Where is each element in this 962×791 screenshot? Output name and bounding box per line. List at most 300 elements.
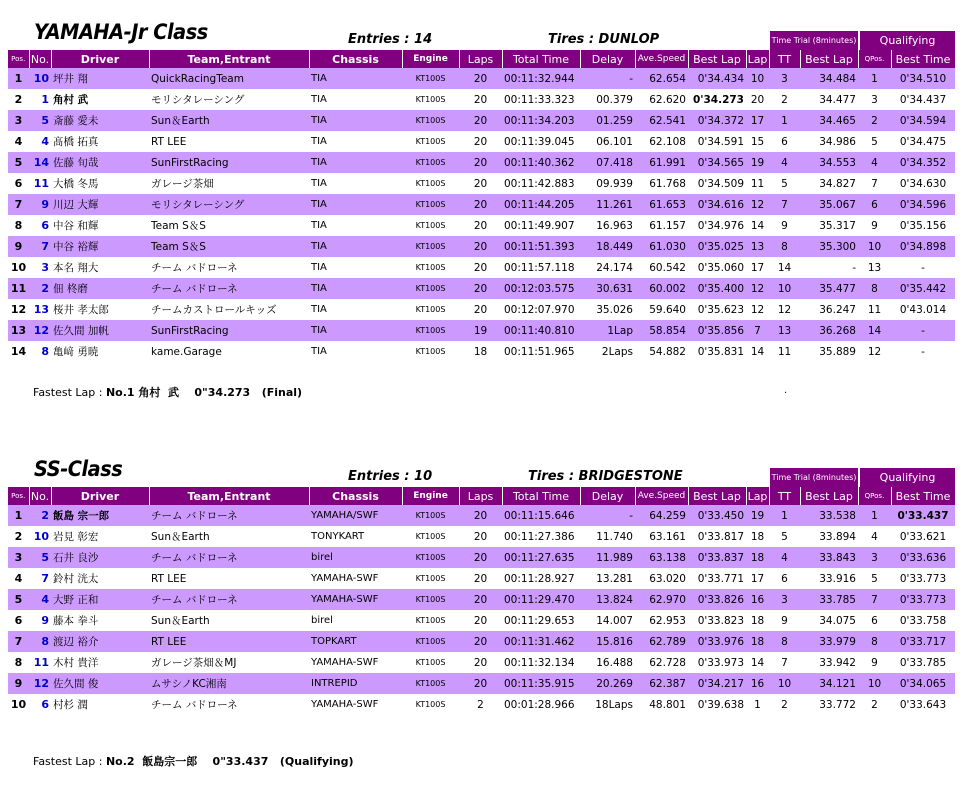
cell-lap: 19	[746, 152, 769, 173]
cell-delay: 20.269	[580, 673, 635, 694]
cell-ave-speed: 61.991	[635, 152, 688, 173]
cell-qpos: 7	[858, 173, 891, 194]
cell-chassis: YAMAHA-SWF	[309, 589, 402, 610]
cell-driver: 村杉 潤	[51, 694, 149, 715]
cell-best-time: 0'33.785	[891, 652, 955, 673]
cell-tt: 4	[769, 152, 800, 173]
table-row	[8, 236, 955, 257]
cell-pos: 6	[8, 610, 29, 631]
cell-best-time: 0'33.643	[891, 694, 955, 715]
cell-ave-speed: 62.541	[635, 110, 688, 131]
cell-best-time: 0'43.014	[891, 299, 955, 320]
header-tt: TT	[769, 50, 800, 68]
cell-best-time: 0'33.758	[891, 610, 955, 631]
results-table	[8, 50, 956, 362]
section-title-row	[0, 455, 962, 487]
cell-lap: 17	[746, 110, 769, 131]
results-table	[8, 487, 956, 715]
cell-tt-best-lap: 33.538	[800, 505, 858, 526]
cell-tt: 6	[769, 568, 800, 589]
cell-engine: KT100S	[402, 152, 459, 173]
table-row	[8, 278, 955, 299]
cell-no: 1	[29, 89, 51, 110]
time-trial-header: Time Trial (8minutes)	[770, 31, 859, 50]
cell-ave-speed: 60.002	[635, 278, 688, 299]
ss-class-section	[0, 455, 962, 768]
cell-chassis: birel	[309, 610, 402, 631]
cell-ave-speed: 63.138	[635, 547, 688, 568]
cell-total-time: 00:11:51.393	[502, 236, 580, 257]
fastest-lap-label: Fastest Lap :	[33, 755, 106, 768]
cell-lap: 12	[746, 299, 769, 320]
cell-qpos: 2	[858, 694, 891, 715]
cell-ave-speed: 60.542	[635, 257, 688, 278]
cell-team: チーム バドローネ	[149, 278, 309, 299]
cell-total-time: 00:12:07.970	[502, 299, 580, 320]
cell-ave-speed: 62.728	[635, 652, 688, 673]
cell-team: RT LEE	[149, 131, 309, 152]
cell-delay: 16.963	[580, 215, 635, 236]
cell-total-time: 00:11:33.323	[502, 89, 580, 110]
cell-engine: KT100S	[402, 526, 459, 547]
cell-tt-best-lap: 33.772	[800, 694, 858, 715]
cell-total-time: 00:11:39.045	[502, 131, 580, 152]
fastest-lap-note	[33, 753, 354, 769]
cell-total-time: 00:12:03.575	[502, 278, 580, 299]
cell-delay: 1Lap	[580, 320, 635, 341]
cell-pos: 11	[8, 278, 29, 299]
table-row	[8, 610, 955, 631]
header-pos: Pos.	[8, 50, 29, 68]
cell-tt: 3	[769, 589, 800, 610]
header-engine: Engine	[402, 487, 459, 505]
cell-lap: 20	[746, 89, 769, 110]
cell-pos: 4	[8, 568, 29, 589]
cell-tt-best-lap: 34.484	[800, 68, 858, 89]
cell-laps: 20	[459, 505, 502, 526]
cell-tt: 5	[769, 526, 800, 547]
header-lap: Lap	[746, 487, 769, 505]
cell-delay: 35.026	[580, 299, 635, 320]
cell-best-lap: 0'35.060	[688, 257, 746, 278]
cell-team: ガレージ茶畑	[149, 173, 309, 194]
cell-driver: 中谷 和輝	[51, 215, 149, 236]
cell-tt-best-lap: 35.300	[800, 236, 858, 257]
cell-delay: 18.449	[580, 236, 635, 257]
cell-best-lap: 0'34.434	[688, 68, 746, 89]
cell-pos: 1	[8, 68, 29, 89]
cell-no: 2	[29, 278, 51, 299]
cell-chassis: TIA	[309, 89, 402, 110]
cell-chassis: TOPKART	[309, 631, 402, 652]
cell-chassis: INTREPID	[309, 673, 402, 694]
cell-best-time: 0'34.898	[891, 236, 955, 257]
cell-ave-speed: 61.653	[635, 194, 688, 215]
cell-pos: 1	[8, 505, 29, 526]
cell-engine: KT100S	[402, 547, 459, 568]
cell-pos: 6	[8, 173, 29, 194]
header-lap: Lap	[746, 50, 769, 68]
cell-laps: 20	[459, 568, 502, 589]
header-team: Team,Entrant	[149, 487, 309, 505]
cell-pos: 5	[8, 152, 29, 173]
cell-pos: 2	[8, 89, 29, 110]
cell-tt: 5	[769, 173, 800, 194]
cell-no: 2	[29, 505, 51, 526]
cell-tt-best-lap: 33.916	[800, 568, 858, 589]
cell-delay: 2Laps	[580, 341, 635, 362]
cell-tt-best-lap: 35.477	[800, 278, 858, 299]
cell-engine: KT100S	[402, 89, 459, 110]
cell-pos: 3	[8, 547, 29, 568]
cell-best-time: 0'33.636	[891, 547, 955, 568]
cell-best-lap: 0'33.823	[688, 610, 746, 631]
cell-best-time: 0'35.156	[891, 215, 955, 236]
section-title-row	[0, 18, 962, 50]
cell-tt-best-lap: 34.121	[800, 673, 858, 694]
cell-team: SunFirstRacing	[149, 320, 309, 341]
cell-team: ムサシノKC湘南	[149, 673, 309, 694]
cell-qpos: 10	[858, 673, 891, 694]
cell-team: RT LEE	[149, 631, 309, 652]
yamaha-jr-section	[0, 18, 962, 399]
cell-qpos: 5	[858, 568, 891, 589]
cell-no: 9	[29, 194, 51, 215]
cell-best-time: -	[891, 320, 955, 341]
cell-no: 5	[29, 110, 51, 131]
header-driver: Driver	[51, 50, 149, 68]
cell-best-time: 0'33.437	[891, 505, 955, 526]
cell-team: モリシタレーシング	[149, 194, 309, 215]
cell-team: モリシタレーシング	[149, 89, 309, 110]
cell-lap: 12	[746, 194, 769, 215]
cell-pos: 9	[8, 236, 29, 257]
header-driver: Driver	[51, 487, 149, 505]
cell-lap: 14	[746, 215, 769, 236]
cell-team: Sun＆Earth	[149, 610, 309, 631]
header-ave-speed: Ave.Speed	[635, 487, 688, 505]
cell-qpos: 5	[858, 131, 891, 152]
cell-tt-best-lap: 34.553	[800, 152, 858, 173]
cell-qpos: 9	[858, 215, 891, 236]
cell-driver: 石井 良沙	[51, 547, 149, 568]
footnote-dot: .	[784, 385, 788, 396]
cell-tt-best-lap: 33.942	[800, 652, 858, 673]
cell-lap: 15	[746, 131, 769, 152]
cell-no: 4	[29, 589, 51, 610]
cell-team: チームカストロールキッズ	[149, 299, 309, 320]
table-body	[8, 505, 955, 715]
cell-delay: 11.261	[580, 194, 635, 215]
cell-lap: 7	[746, 320, 769, 341]
cell-team: チーム バドローネ	[149, 547, 309, 568]
header-tt-best-lap: Best Lap	[800, 50, 858, 68]
cell-driver: 大橋 冬馬	[51, 173, 149, 194]
cell-chassis: TIA	[309, 215, 402, 236]
header-laps: Laps	[459, 50, 502, 68]
header-delay: Delay	[580, 487, 635, 505]
table-row	[8, 547, 955, 568]
tire-brand: Tires : BRIDGESTONE	[528, 469, 683, 484]
cell-laps: 19	[459, 320, 502, 341]
cell-laps: 20	[459, 673, 502, 694]
cell-tt: 12	[769, 299, 800, 320]
cell-best-time: 0'34.594	[891, 110, 955, 131]
header-best-time: Best Time	[891, 50, 955, 68]
table-row	[8, 589, 955, 610]
cell-chassis: TIA	[309, 341, 402, 362]
cell-tt-best-lap: 33.894	[800, 526, 858, 547]
cell-best-lap: 0'33.826	[688, 589, 746, 610]
cell-tt: 10	[769, 673, 800, 694]
cell-total-time: 00:11:28.927	[502, 568, 580, 589]
cell-engine: KT100S	[402, 673, 459, 694]
cell-best-lap: 0'33.973	[688, 652, 746, 673]
cell-tt-best-lap: 34.986	[800, 131, 858, 152]
table-row	[8, 631, 955, 652]
qualifying-header: Qualifying	[860, 468, 955, 487]
cell-driver: 川辺 大輝	[51, 194, 149, 215]
cell-qpos: 13	[858, 257, 891, 278]
cell-best-time: 0'33.717	[891, 631, 955, 652]
cell-delay: -	[580, 505, 635, 526]
cell-best-lap: 0'35.623	[688, 299, 746, 320]
cell-driver: 岩見 彰宏	[51, 526, 149, 547]
header-laps: Laps	[459, 487, 502, 505]
cell-qpos: 2	[858, 110, 891, 131]
table-body	[8, 68, 955, 362]
cell-tt: 7	[769, 652, 800, 673]
header-no: No.	[29, 487, 51, 505]
cell-qpos: 14	[858, 320, 891, 341]
table-row	[8, 194, 955, 215]
table-row	[8, 68, 955, 89]
cell-team: kame.Garage	[149, 341, 309, 362]
cell-engine: KT100S	[402, 194, 459, 215]
fastest-lap-value: No.1 角村 武 0"34.273 (Final)	[105, 386, 303, 399]
table-row	[8, 89, 955, 110]
cell-tt: 13	[769, 320, 800, 341]
cell-ave-speed: 48.801	[635, 694, 688, 715]
cell-driver: 角村 武	[51, 89, 149, 110]
cell-delay: 18Laps	[580, 694, 635, 715]
class-title: YAMAHA-Jr Class	[34, 20, 208, 44]
cell-no: 14	[29, 152, 51, 173]
cell-total-time: 00:11:57.118	[502, 257, 580, 278]
cell-engine: KT100S	[402, 299, 459, 320]
cell-no: 3	[29, 257, 51, 278]
cell-lap: 16	[746, 589, 769, 610]
cell-engine: KT100S	[402, 505, 459, 526]
cell-engine: KT100S	[402, 631, 459, 652]
cell-delay: 07.418	[580, 152, 635, 173]
cell-no: 11	[29, 652, 51, 673]
cell-team: チーム バドローネ	[149, 694, 309, 715]
cell-ave-speed: 62.654	[635, 68, 688, 89]
cell-best-lap: 0'34.976	[688, 215, 746, 236]
cell-best-time: 0'33.773	[891, 568, 955, 589]
cell-best-lap: 0'34.217	[688, 673, 746, 694]
cell-lap: 19	[746, 505, 769, 526]
header-engine: Engine	[402, 50, 459, 68]
cell-laps: 20	[459, 152, 502, 173]
cell-best-lap: 0'35.025	[688, 236, 746, 257]
cell-delay: 06.101	[580, 131, 635, 152]
table-row	[8, 526, 955, 547]
header-no: No.	[29, 50, 51, 68]
cell-driver: 坪井 翔	[51, 68, 149, 89]
cell-best-lap: 0'33.976	[688, 631, 746, 652]
cell-qpos: 8	[858, 278, 891, 299]
cell-team: SunFirstRacing	[149, 152, 309, 173]
cell-driver: 佐久間 加帆	[51, 320, 149, 341]
cell-pos: 8	[8, 215, 29, 236]
cell-pos: 10	[8, 257, 29, 278]
cell-delay: 13.824	[580, 589, 635, 610]
cell-chassis: TIA	[309, 278, 402, 299]
fastest-lap-label: Fastest Lap :	[33, 386, 106, 399]
cell-engine: KT100S	[402, 652, 459, 673]
cell-delay: -	[580, 68, 635, 89]
cell-chassis: TONYKART	[309, 526, 402, 547]
cell-no: 9	[29, 610, 51, 631]
cell-best-lap: 0'34.509	[688, 173, 746, 194]
table-row	[8, 215, 955, 236]
cell-driver: 中谷 裕輝	[51, 236, 149, 257]
header-row	[8, 50, 955, 68]
cell-tt: 1	[769, 505, 800, 526]
cell-no: 10	[29, 68, 51, 89]
cell-tt: 8	[769, 236, 800, 257]
cell-driver: 鈴村 洸太	[51, 568, 149, 589]
cell-tt: 2	[769, 89, 800, 110]
cell-laps: 20	[459, 526, 502, 547]
cell-no: 7	[29, 236, 51, 257]
cell-lap: 14	[746, 652, 769, 673]
cell-chassis: TIA	[309, 236, 402, 257]
cell-ave-speed: 61.030	[635, 236, 688, 257]
cell-total-time: 00:11:40.362	[502, 152, 580, 173]
cell-laps: 20	[459, 610, 502, 631]
cell-ave-speed: 62.387	[635, 673, 688, 694]
cell-tt: 2	[769, 694, 800, 715]
cell-best-time: 0'34.596	[891, 194, 955, 215]
cell-team: Team S＆S	[149, 236, 309, 257]
cell-laps: 20	[459, 257, 502, 278]
cell-best-lap: 0'34.273	[688, 89, 746, 110]
cell-tt-best-lap: 34.465	[800, 110, 858, 131]
cell-lap: 17	[746, 257, 769, 278]
cell-driver: 髙橋 拓真	[51, 131, 149, 152]
cell-lap: 1	[746, 694, 769, 715]
table-row	[8, 320, 955, 341]
cell-no: 8	[29, 341, 51, 362]
cell-team: チーム バドローネ	[149, 589, 309, 610]
cell-lap: 18	[746, 526, 769, 547]
cell-laps: 20	[459, 131, 502, 152]
cell-team: Sun＆Earth	[149, 526, 309, 547]
cell-team: QuickRacingTeam	[149, 68, 309, 89]
cell-best-time: 0'34.510	[891, 68, 955, 89]
cell-ave-speed: 63.161	[635, 526, 688, 547]
cell-chassis: TIA	[309, 194, 402, 215]
cell-total-time: 00:11:35.915	[502, 673, 580, 694]
header-total-time: Total Time	[502, 487, 580, 505]
cell-no: 11	[29, 173, 51, 194]
cell-best-lap: 0'34.616	[688, 194, 746, 215]
cell-best-lap: 0'33.771	[688, 568, 746, 589]
cell-engine: KT100S	[402, 341, 459, 362]
cell-driver: 本名 翔大	[51, 257, 149, 278]
fastest-lap-note	[33, 384, 302, 400]
cell-tt-best-lap: 35.317	[800, 215, 858, 236]
cell-best-lap: 0'33.817	[688, 526, 746, 547]
cell-laps: 20	[459, 194, 502, 215]
table-row	[8, 673, 955, 694]
cell-tt-best-lap: 35.889	[800, 341, 858, 362]
table-row	[8, 110, 955, 131]
cell-engine: KT100S	[402, 110, 459, 131]
table-row	[8, 341, 955, 362]
cell-tt-best-lap: 33.843	[800, 547, 858, 568]
cell-tt-best-lap: 34.827	[800, 173, 858, 194]
cell-team: チーム バドローネ	[149, 505, 309, 526]
cell-pos: 12	[8, 299, 29, 320]
cell-ave-speed: 62.789	[635, 631, 688, 652]
cell-laps: 20	[459, 236, 502, 257]
cell-ave-speed: 64.259	[635, 505, 688, 526]
cell-tt-best-lap: 34.075	[800, 610, 858, 631]
cell-best-time: 0'33.621	[891, 526, 955, 547]
cell-laps: 20	[459, 89, 502, 110]
cell-total-time: 00:11:27.635	[502, 547, 580, 568]
cell-tt: 8	[769, 631, 800, 652]
cell-engine: KT100S	[402, 568, 459, 589]
cell-tt-best-lap: 33.785	[800, 589, 858, 610]
table-row	[8, 652, 955, 673]
cell-best-lap: 0'33.450	[688, 505, 746, 526]
cell-engine: KT100S	[402, 320, 459, 341]
cell-driver: 斎藤 愛未	[51, 110, 149, 131]
cell-pos: 14	[8, 341, 29, 362]
cell-lap: 16	[746, 673, 769, 694]
cell-qpos: 7	[858, 589, 891, 610]
cell-total-time: 00:11:15.646	[502, 505, 580, 526]
cell-total-time: 00:11:34.203	[502, 110, 580, 131]
cell-no: 12	[29, 320, 51, 341]
header-chassis: Chassis	[309, 487, 402, 505]
cell-chassis: birel	[309, 547, 402, 568]
cell-tt: 1	[769, 110, 800, 131]
header-tt: TT	[769, 487, 800, 505]
cell-lap: 13	[746, 236, 769, 257]
cell-best-lap: 0'35.856	[688, 320, 746, 341]
cell-delay: 16.488	[580, 652, 635, 673]
cell-delay: 24.174	[580, 257, 635, 278]
cell-qpos: 12	[858, 341, 891, 362]
header-delay: Delay	[580, 50, 635, 68]
cell-total-time: 00:11:44.205	[502, 194, 580, 215]
cell-driver: 藤本 拳斗	[51, 610, 149, 631]
cell-chassis: TIA	[309, 320, 402, 341]
cell-delay: 11.740	[580, 526, 635, 547]
cell-delay: 14.007	[580, 610, 635, 631]
cell-lap: 11	[746, 173, 769, 194]
header-best-lap: Best Lap	[688, 50, 746, 68]
cell-total-time: 00:11:42.883	[502, 173, 580, 194]
cell-driver: 亀﨑 勇暁	[51, 341, 149, 362]
cell-tt: 4	[769, 547, 800, 568]
